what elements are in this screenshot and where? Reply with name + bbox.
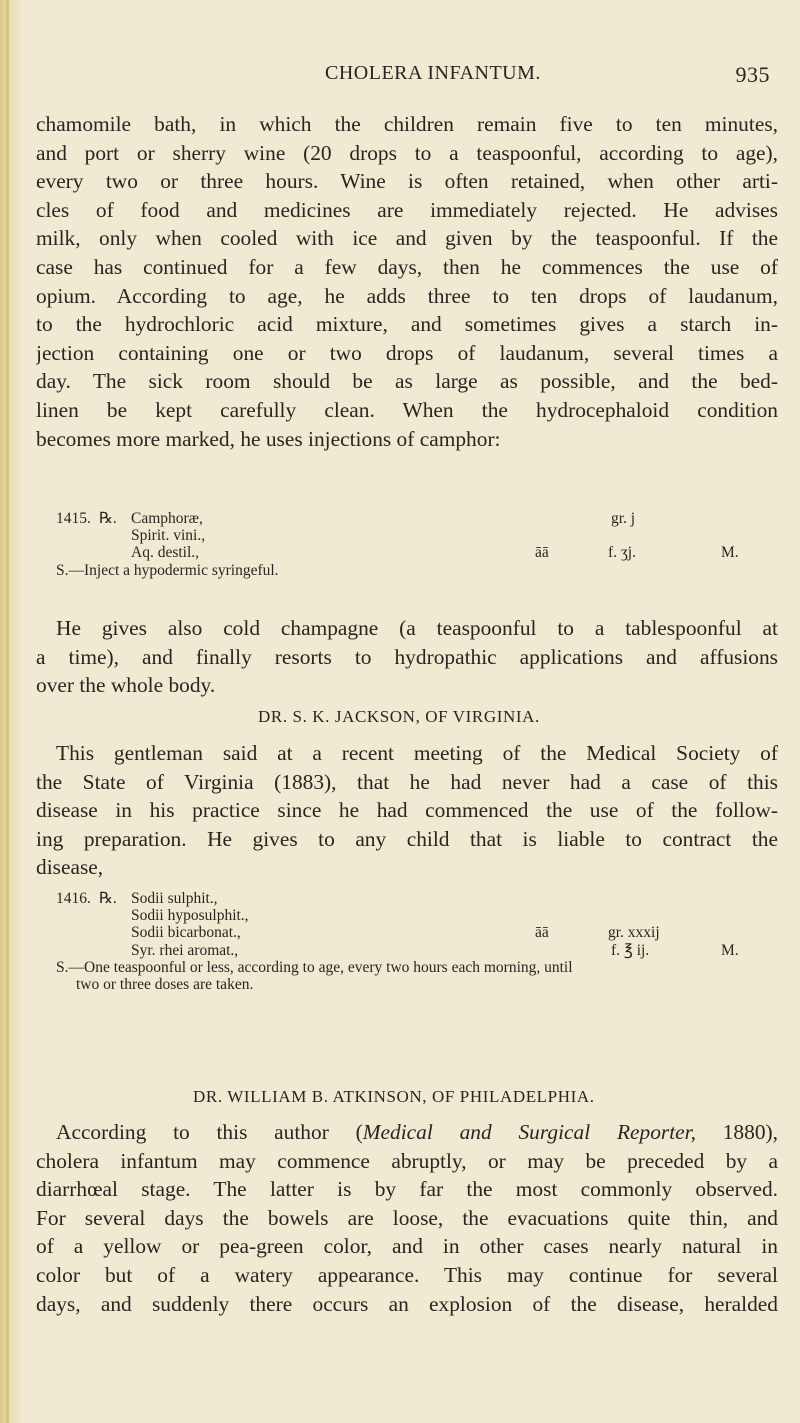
text-line: ing preparation. He gives to any child that is liable to contract the — [36, 826, 778, 851]
text-line: every two or three hours. Wine is often retained, when other arti- — [36, 169, 778, 194]
paragraph-4 — [36, 1118, 778, 1318]
prescription-1416 — [56, 890, 776, 993]
ingredient-qty: āā — [535, 924, 549, 942]
text-line: diarrhœal stage. The latter is by far the most commonly observed. — [36, 1177, 778, 1202]
text-line: This gentleman said at a recent meeting of the Medical Society of — [56, 741, 778, 765]
section-heading: DR. S. K. JACKSON, OF VIRGINIA. — [258, 707, 540, 726]
paragraph-2 — [36, 614, 778, 700]
text-line: cholera infantum may commence abruptly, or may be preceded by a — [36, 1148, 778, 1173]
recipe-symbol: ℞. — [99, 510, 117, 527]
text-line: days, and suddenly there occurs an explosion of the disease, heralded — [36, 1291, 778, 1316]
text-line: chamomile bath, in which the children remain five to ten minutes, — [36, 112, 778, 136]
text-line: becomes more marked, he uses injections of camphor: — [36, 426, 501, 451]
text-line: disease, — [36, 855, 104, 880]
text-line: For several days the bowels are loose, the evacuations quite thin, and — [36, 1205, 778, 1230]
recipe-symbol: ℞. — [99, 890, 117, 907]
text-line — [36, 1118, 778, 1147]
ingredient-name: Camphoræ, — [131, 510, 203, 527]
text-line: a time), and finally resorts to hydropathic applications and affusions — [36, 644, 778, 669]
text-line: milk, only when cooled with ice and given by the teaspoonful. If the — [36, 226, 778, 251]
running-title: CHOLERA INFANTUM. — [325, 62, 541, 84]
text-run: According to this author ( — [56, 1120, 363, 1144]
prescription-number: 1415. — [56, 510, 91, 527]
ingredient-name: Sodii hyposulphit., — [131, 907, 249, 925]
paragraph-3 — [36, 739, 778, 882]
misce-mark: M. — [721, 544, 739, 562]
text-line: disease in his practice since he had commenced the use of the follow- — [36, 798, 778, 823]
ingredient-amount: f. ℥ ij. — [611, 941, 650, 959]
page-gutter — [0, 0, 20, 1423]
text-line: of a yellow or pea-green color, and in other cases nearly natural in — [36, 1234, 778, 1259]
text-line: day. The sick room should be as large as possible, and the bed- — [36, 369, 778, 394]
ingredient-name: Sodii bicarbonat., — [131, 924, 241, 942]
ingredient-qty: āā — [535, 544, 549, 562]
text-line: and port or sherry wine (20 drops to a teaspoonful, according to age), — [36, 140, 778, 165]
prescription-directions: two or three doses are taken. — [76, 975, 254, 993]
text-line: jection containing one or two drops of laudanum, several times a — [36, 340, 778, 365]
page-number: 935 — [735, 62, 770, 87]
running-header — [325, 62, 770, 92]
text-line: color but of a watery appearance. This may continue for several — [36, 1262, 778, 1287]
ingredient-amount: gr. j — [611, 510, 636, 527]
prescription-directions: S.—One teaspoonful or less, according to age, every two hours each morning, until — [56, 958, 573, 976]
prescription-number: 1416. — [56, 890, 91, 907]
text-run: 1880), — [695, 1120, 778, 1144]
text-line: the State of Virginia (1883), that he had never had a case of this — [36, 769, 778, 794]
ingredient-amount: f. ʒj. — [608, 544, 636, 562]
text-line: to the hydrochloric acid mixture, and sometimes gives a starch in- — [36, 312, 778, 337]
text-line: opium. According to age, he adds three to ten drops of laudanum, — [36, 283, 778, 308]
text-line: case has continued for a few days, then he commences the use of — [36, 254, 778, 279]
section-heading: DR. WILLIAM B. ATKINSON, OF PHILADELPHIA. — [193, 1087, 595, 1106]
journal-title: Medical and Surgical Reporter, — [362, 1120, 696, 1144]
ingredient-name: Syr. rhei aromat., — [131, 941, 239, 959]
ingredient-amount: gr. xxxij — [608, 924, 660, 942]
ingredient-name: Aq. destil., — [131, 544, 200, 562]
text-line: over the whole body. — [36, 673, 216, 698]
prescription-directions: S.—Inject a hypodermic syringeful. — [56, 561, 279, 579]
ingredient-name: Spirit. vini., — [131, 527, 206, 545]
paragraph-1 — [36, 110, 778, 453]
text-line: linen be kept carefully clean. When the hydrocephaloid condition — [36, 397, 778, 422]
text-line: He gives also cold champagne (a teaspoonful to a tablespoonful at — [56, 616, 778, 640]
misce-mark: M. — [721, 941, 739, 959]
text-line: cles of food and medicines are immediately rejected. He advises — [36, 197, 778, 222]
ingredient-name: Sodii sulphit., — [131, 890, 218, 907]
prescription-1415 — [56, 510, 776, 579]
